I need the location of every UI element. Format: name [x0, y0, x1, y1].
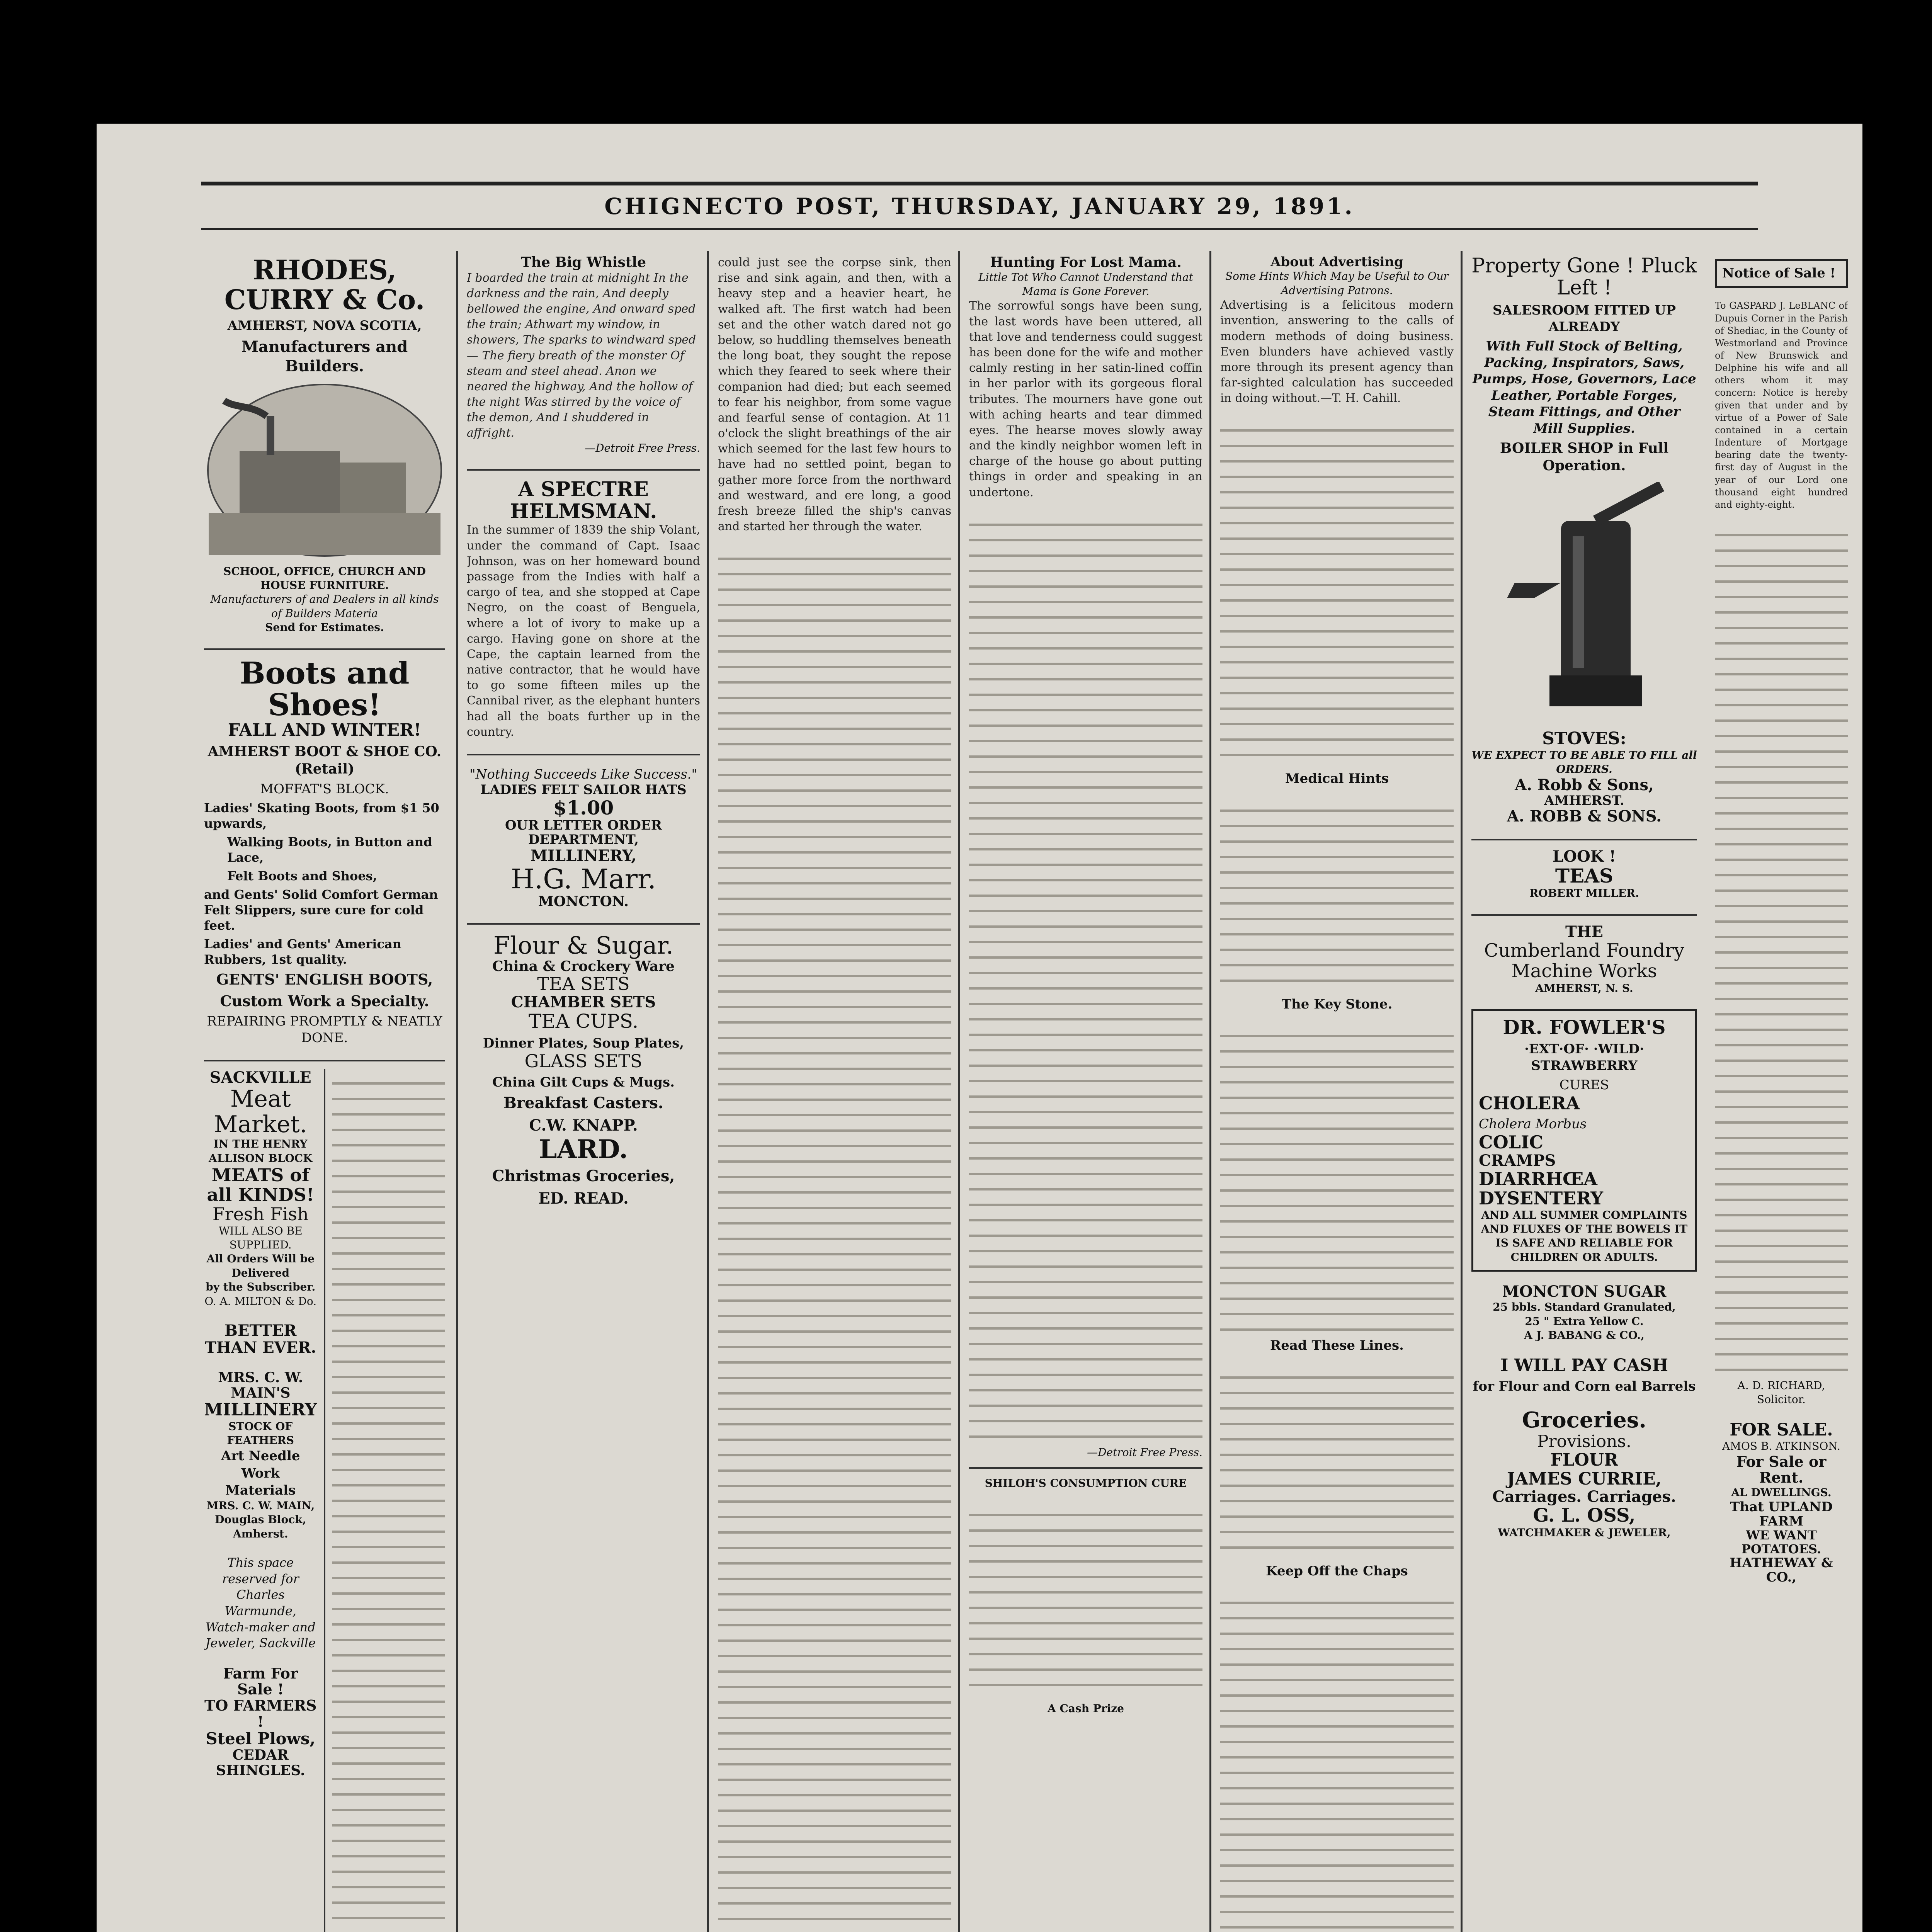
- casters: Breakfast Casters.: [503, 1094, 663, 1112]
- column-text-lines: [1715, 525, 1848, 1375]
- column-text-lines: [969, 1505, 1202, 1698]
- tea-cups: TEA CUPS.: [528, 1010, 639, 1032]
- poem-title: The Big Whistle: [521, 255, 646, 270]
- groceries-ad: [1471, 1408, 1697, 1540]
- main-sign: MRS. C. W. MAIN,: [206, 1499, 315, 1512]
- meat-place: SACKVILLE: [209, 1069, 311, 1087]
- separator: [467, 754, 700, 755]
- factory-engraving: [207, 384, 442, 557]
- rhodes-line: Manufacturers of and Dealers in all kinds of Builders Materia: [210, 593, 439, 620]
- potatoes: WE WANT POTATOES.: [1741, 1528, 1821, 1556]
- boots-ad: [204, 658, 445, 1046]
- foundry-works: Machine Works: [1511, 960, 1657, 982]
- advert-body: Advertising is a felicitous modern invention, answering to the calls of modern methods of doing business. Even blunders have achieved vastly more through its present agency than far-sighted calculation has succeeded in doing without.—T. H. Cahill.: [1220, 298, 1454, 405]
- hats-price: $1.00: [553, 796, 614, 819]
- hunting-body: The sorrowful songs have been sung, the last words have been uttered, all that love and tenderness could suggest has been done for the wife and mother calmly resting in her satin-lined coffin in her parlor with its gorgeous floral tributes. The mourners have gone out with aching hearts and tear dimmed eyes. The hearse moves slowly away and the kindly neighbor women left in charge of the house go about putting things in order and speaking in an undertone.: [969, 299, 1202, 499]
- groceries: Groceries.: [1522, 1408, 1646, 1433]
- column-text-lines: [1220, 1592, 1454, 1932]
- meat-supplied: WILL ALSO BE SUPPLIED.: [218, 1224, 303, 1252]
- column-4: [962, 255, 1209, 1932]
- column-text-lines: [1220, 1367, 1454, 1560]
- column-divider: [707, 251, 709, 1932]
- hunting-article: [969, 255, 1202, 500]
- currie: JAMES CURRIE,: [1507, 1469, 1662, 1489]
- column-divider: [1461, 251, 1463, 1932]
- property-title: Property Gone ! Pluck Left !: [1471, 255, 1697, 300]
- chaps-title: Keep Off the Chaps: [1266, 1564, 1408, 1579]
- notice-title: Notice of Sale !: [1722, 265, 1836, 281]
- chamber-sets: CHAMBER SETS: [511, 993, 656, 1011]
- notice-body-wrap: [1715, 299, 1848, 511]
- main-name: MRS. C. W. MAIN'S: [218, 1370, 303, 1401]
- column-divider: [456, 251, 458, 1932]
- advertising-article: [1220, 255, 1454, 406]
- oss: G. L. OSS,: [1533, 1505, 1636, 1527]
- china-title: China & Crockery Ware: [492, 958, 675, 975]
- flour: FLOUR: [1550, 1450, 1618, 1470]
- glass-sets: GLASS SETS: [524, 1051, 643, 1072]
- separator: [1471, 914, 1697, 916]
- rhodes-place: AMHERST, NOVA SCOTIA,: [227, 318, 422, 333]
- colic: COLIC: [1479, 1131, 1544, 1153]
- notice-sign: A. D. RICHARD, Solicitor.: [1737, 1379, 1825, 1406]
- boots-company: AMHERST BOOT & SHOE CO. (Retail): [207, 743, 442, 777]
- boiler: BOILER SHOP in Full Operation.: [1500, 440, 1669, 474]
- sugar-ad: [1471, 1283, 1697, 1342]
- notice-of-sale: [1715, 259, 1848, 288]
- miller: ROBERT MILLER.: [1529, 886, 1639, 900]
- gilt-cups: China Gilt Cups & Mugs.: [492, 1074, 675, 1090]
- lines-title: Read These Lines.: [1270, 1338, 1404, 1353]
- boots-season: FALL AND WINTER!: [228, 720, 422, 740]
- atkinson: AMOS B. ATKINSON.: [1722, 1440, 1840, 1453]
- robb-name: A. Robb & Sons,: [1515, 776, 1654, 794]
- main-block: Douglas Block, Amherst.: [215, 1513, 306, 1540]
- main-art: Art Needle Work Materials: [221, 1448, 300, 1498]
- column-text-lines: [332, 1073, 446, 1932]
- salesroom: SALESROOM FITTED UP ALREADY: [1492, 303, 1676, 335]
- read-lines: [1220, 1338, 1454, 1353]
- rent-title: For Sale or Rent.: [1736, 1452, 1827, 1486]
- rhodes-caption: SCHOOL, OFFICE, CHURCH AND HOUSE FURNITURE.: [223, 565, 426, 592]
- keystone-title: The Key Stone.: [1281, 997, 1393, 1012]
- robb-place: AMHERST.: [1544, 793, 1624, 808]
- newspaper-page: [97, 124, 1862, 1932]
- separator: [467, 469, 700, 471]
- meat-title: Meat Market.: [214, 1085, 307, 1138]
- poem-body: I boarded the train at midnight In the darkness and the rain, And deeply bellowed the engine, And onward sped the train; Athwart my window, in showers, The sparks to windward sped— The fiery breath of the monster Of steam and steel ahead. Anon we neared the highway, And the hollow of the night Was stirred by the voice of the demon, And I shuddered in affright.: [467, 271, 696, 440]
- belting: With Full Stock of Belting, Packing, Inspirators, Saws, Pumps, Hose, Governors, Lace Leather, Portable Forges, Steam Fittings, and Other Mill Supplies.: [1472, 338, 1696, 436]
- lard-title: LARD.: [539, 1134, 628, 1165]
- cash-ad: [1471, 1356, 1697, 1395]
- boots-line-1: Ladies' Skating Boots, from $1 50 upwards,: [204, 801, 439, 831]
- column-text-lines: [1220, 420, 1454, 768]
- reserved-notice: [204, 1555, 317, 1651]
- masthead: CHIGNECTO POST, THURSDAY, JANUARY 29, 1891.: [604, 193, 1355, 219]
- spectre-cont-body: could just see the corpse sink, then rise and sink again, and then, with a heavy step and a heavier heart, he walked aft. The first watch had been set and the other watch dared not go below, so huddling themselves beneath the long boat, they sought the repose which they feared to seek where their companion had died; but each seemed to fear his neighbor, from some vague and fearful sense of contagion. At 11 o'clock the slight breathings of the air which seemed for the last few hours to have had no settled point, began to gather more force from the northward and westward, and ere long, a good fresh breeze filled the ship's canvas and started her through the water.: [718, 256, 951, 534]
- meat-block: IN THE HENRY ALLISON BLOCK: [208, 1138, 313, 1165]
- christmas: Christmas Groceries,: [492, 1167, 675, 1185]
- boots-block: MOFFAT'S BLOCK.: [260, 781, 389, 797]
- main-feathers: STOCK OF FEATHERS: [227, 1420, 294, 1447]
- strawberry: ·EXT·OF· ·WILD· STRAWBERRY: [1524, 1041, 1644, 1073]
- watchmaker: WATCHMAKER & JEWELER,: [1498, 1526, 1671, 1539]
- robb-ad: [1471, 255, 1697, 825]
- foundry-ad: [1471, 923, 1697, 995]
- cholera: CHOLERA: [1479, 1092, 1580, 1114]
- read-name: ED. READ.: [538, 1189, 629, 1208]
- advert-sub: Some Hints Which May be Useful to Our Advertising Patrons.: [1225, 270, 1449, 297]
- carriages: Carriages. Carriages.: [1492, 1488, 1676, 1506]
- masthead-rule-top: [201, 182, 1758, 185]
- main-millinery: MILLINERY: [204, 1400, 317, 1420]
- rhodes-trade: Manufacturers and Builders.: [241, 337, 408, 375]
- consumption-title: SHILOH'S CONSUMPTION CURE: [985, 1477, 1187, 1490]
- teas: TEAS: [1555, 864, 1614, 887]
- boots-line-3: Felt Boots and Shoes,: [227, 869, 377, 884]
- notice-body: To GASPARD J. LeBLANC of Dupuis Corner in the Parish of Shediac, in the County of Westmorland and Province of New Brunswick and Delphine his wife and all others whom it may concern: Notice is hereby given that under and by virtue of a Power of Sale contained in a certain Indenture of Mortgage bearing date the twenty-first day of August in the year of our Lord one thousand eight hundred and eighty-eight.: [1715, 300, 1848, 510]
- spectre-title: A SPECTRE HELMSMAN.: [510, 478, 657, 524]
- cash-sub: for Flour and Corn eal Barrels: [1473, 1378, 1696, 1394]
- masthead-rule-bottom: [201, 228, 1758, 230]
- upland: That UPLAND FARM: [1730, 1499, 1833, 1529]
- column-1: [197, 255, 452, 1932]
- foundry-name: Cumberland Foundry: [1484, 940, 1685, 962]
- cash-prize-title: A Cash Prize: [1048, 1702, 1124, 1715]
- column-5: [1213, 255, 1461, 1932]
- dinner-plates: Dinner Plates, Soup Plates,: [483, 1035, 684, 1051]
- separator: [204, 1060, 445, 1061]
- look: LOOK !: [1552, 848, 1616, 866]
- hunting-sub: Little Tot Who Cannot Understand that Mama is Gone Forever.: [978, 270, 1193, 298]
- meat-ad: [204, 1069, 317, 1308]
- complaints: AND ALL SUMMER COMPLAINTS AND FLUXES OF THE BOWELS IT IS SAFE AND RELIABLE FOR CHILDREN OR ADULTS.: [1481, 1208, 1688, 1264]
- stoves-sub: WE EXPECT TO BE ABLE TO FILL all ORDERS.: [1471, 748, 1697, 776]
- knapp-name: C.W. KNAPP.: [529, 1116, 638, 1135]
- pump-icon: [1484, 482, 1685, 722]
- boots-title: Boots and Shoes!: [240, 658, 410, 723]
- hunting-credit: —Detroit Free Press.: [1087, 1446, 1202, 1459]
- nothing-title: "Nothing Succeeds Like Success.": [469, 767, 698, 782]
- tea-sets: TEA SETS: [537, 973, 630, 995]
- boots-repair: REPAIRING PROMPTLY & NEATLY DONE.: [207, 1014, 442, 1046]
- spectre-article: [467, 478, 700, 740]
- boots-line-2: Walking Boots, in Button and Lace,: [227, 835, 432, 865]
- meat-orders: All Orders Will be Delivered: [206, 1252, 315, 1279]
- meat-name: O. A. MILTON & Do.: [204, 1294, 317, 1308]
- diarrhoea: DIARRHŒA: [1479, 1168, 1597, 1189]
- marr-millinery: MILLINERY,: [530, 846, 637, 865]
- moncton-sugar: MONCTON SUGAR: [1502, 1283, 1667, 1301]
- column-2: [460, 255, 707, 1932]
- boots-custom: Custom Work a Specialty.: [220, 992, 429, 1010]
- meat-by: by the Subscriber.: [206, 1281, 316, 1294]
- hunting-title: Hunting For Lost Mama.: [990, 255, 1182, 270]
- provisions: Provisions.: [1537, 1431, 1632, 1451]
- letter-title: OUR LETTER ORDER DEPARTMENT,: [505, 817, 662, 848]
- hats-title: LADIES FELT SAILOR HATS: [480, 782, 687, 798]
- meat-fish: Fresh Fish: [212, 1204, 309, 1225]
- babang: A J. BABANG & CO.,: [1524, 1329, 1645, 1342]
- marr-name: H.G. Marr.: [510, 863, 656, 895]
- farmers-title: TO FARMERS !: [204, 1697, 317, 1731]
- forsale-title: FOR SALE.: [1730, 1420, 1833, 1440]
- consumption-notice: [969, 1476, 1202, 1490]
- notice-sign-wrap: [1715, 1379, 1848, 1407]
- separator: [467, 923, 700, 925]
- better-title: BETTER THAN EVER.: [205, 1322, 316, 1357]
- keystone: [1220, 997, 1454, 1012]
- marr-place: MONCTON.: [538, 893, 629, 910]
- tea-ad: [1471, 848, 1697, 900]
- factory-illustration: [209, 385, 440, 555]
- plows-title: Steel Plows,: [206, 1729, 316, 1748]
- robb-name-2: A. ROBB & SONS.: [1507, 807, 1662, 825]
- column-divider: [958, 251, 960, 1932]
- separator: [1471, 839, 1697, 840]
- cholera-morbus: Cholera Morbus: [1479, 1116, 1587, 1132]
- farm-ad: [204, 1665, 317, 1779]
- chaps: [1220, 1564, 1454, 1578]
- boots-gents: GENTS' ENGLISH BOOTS,: [216, 971, 433, 988]
- granulated: 25 bbls. Standard Granulated,: [1493, 1301, 1676, 1314]
- advert-title: About Advertising: [1270, 255, 1403, 270]
- stoves: STOVES:: [1542, 729, 1626, 749]
- meat-kinds: MEATS of all KINDS!: [207, 1164, 315, 1205]
- rhodes-title: RHODES, CURRY & Co.: [224, 255, 425, 316]
- main-millinery-ad: [204, 1370, 317, 1541]
- foundry-the: THE: [1565, 923, 1604, 941]
- separator: [969, 1467, 1202, 1469]
- hatheway: HATHEWAY & CO.,: [1730, 1555, 1833, 1585]
- cash-prize-notice: [969, 1702, 1202, 1716]
- column-text-lines: [1220, 800, 1454, 993]
- boots-line-5: Ladies' and Gents' American Rubbers, 1st quality.: [204, 937, 401, 967]
- yellow: 25 " Extra Yellow C.: [1525, 1315, 1644, 1328]
- foundry-place: AMHERST, N. S.: [1535, 981, 1633, 995]
- better-than-ever: [204, 1322, 317, 1356]
- rhodes-estimates: Send for Estimates.: [265, 621, 384, 634]
- cramps: CRAMPS: [1479, 1151, 1556, 1170]
- cedar-title: CEDAR SHINGLES.: [216, 1747, 305, 1779]
- medical-title: Medical Hints: [1285, 772, 1389, 786]
- farm-title: Farm For Sale !: [223, 1665, 298, 1698]
- cash-title: I WILL PAY CASH: [1500, 1356, 1668, 1376]
- column-divider: [1209, 251, 1211, 1932]
- spectre-body: In the summer of 1839 the ship Volant, under the command of Capt. Isaac Johnson, was on her homeward bound passage from the Indies with half a cargo of tea, and she stopped at Cape Negro, on the coast of Benguela, where a lot of ivory to make up a cargo. Having gone on shore at the Cape, the captain learned from the native contractor, that he would have to go some fifteen miles up the Cannibal river, as the elephant hunters had all the boats further up in the country.: [467, 523, 700, 739]
- column-text-lines: [1220, 1026, 1454, 1335]
- column-3: [711, 255, 958, 1932]
- dysentery: DYSENTERY: [1479, 1188, 1603, 1209]
- poem-credit: —Detroit Free Press.: [585, 441, 700, 454]
- column-text-lines: [969, 514, 1202, 1442]
- rhodes-ad: [204, 255, 445, 634]
- fowler-ad: [1471, 1009, 1697, 1272]
- forsale-ad: [1715, 1421, 1848, 1585]
- marr-ad: [467, 763, 700, 909]
- spectre-continued: [718, 255, 951, 534]
- flour-title: Flour & Sugar.: [493, 932, 673, 960]
- column-7: [1708, 255, 1855, 1932]
- fowler-title: DR. FOWLER'S: [1503, 1016, 1666, 1039]
- cures: CURES: [1559, 1077, 1609, 1093]
- boots-line-4: and Gents' Solid Comfort German Felt Slippers, sure cure for cold feet.: [204, 887, 438, 933]
- reserved-text: This space reserved for Charles Warmunde, Watch-maker and Jeweler, Sackville: [205, 1555, 316, 1651]
- knapp-ad: [467, 932, 700, 1208]
- dwellings: AL DWELLINGS.: [1731, 1486, 1832, 1499]
- column-text-lines: [718, 548, 951, 1932]
- medical-hints: [1220, 772, 1454, 786]
- poem-article: [467, 255, 700, 455]
- separator: [204, 648, 445, 650]
- column-6: [1464, 255, 1704, 1932]
